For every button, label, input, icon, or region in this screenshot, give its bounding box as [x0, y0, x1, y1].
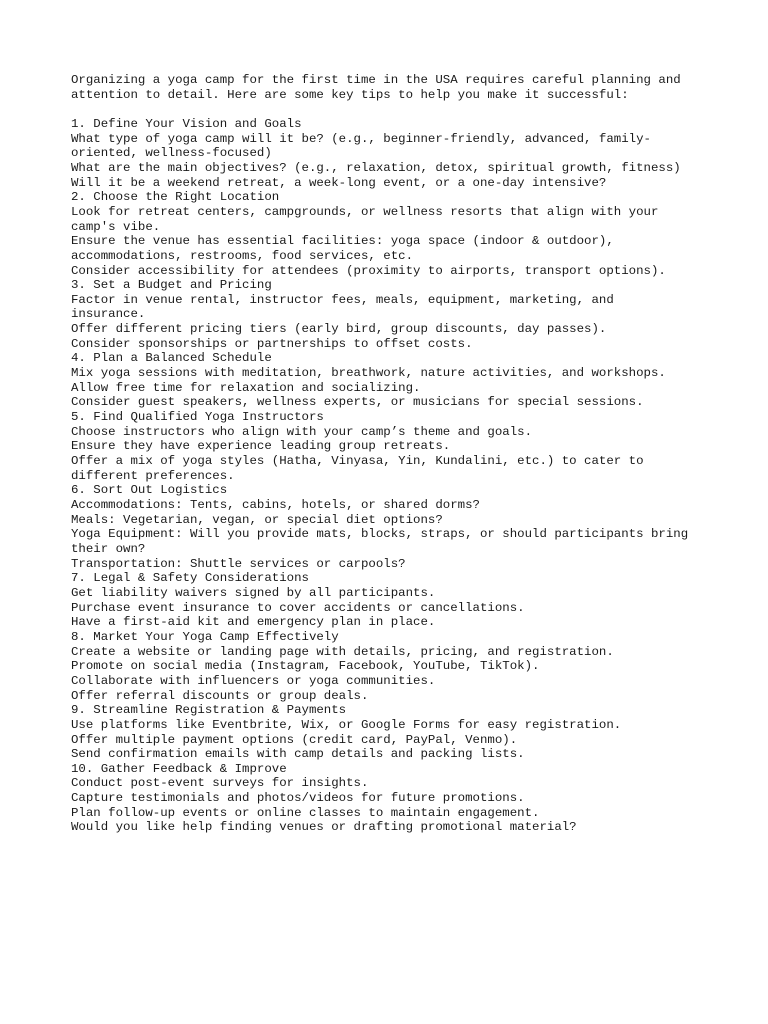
section-heading: 6. Sort Out Logistics	[71, 483, 228, 498]
section-heading: 7. Legal & Safety Considerations	[71, 571, 309, 586]
intro-line: Organizing a yoga camp for the first time in the USA requires careful planning and	[71, 73, 681, 87]
body-line: Factor in venue rental, instructor fees, meals, equipment, marketing, and	[71, 292, 614, 307]
body-line: different preferences.	[71, 468, 235, 483]
body-line: Get liability waivers signed by all participants.	[71, 585, 436, 600]
body-line: Have a first-aid kit and emergency plan in place.	[71, 615, 436, 630]
body-line: What type of yoga camp will it be? (e.g., beginner-friendly, advanced, family-	[71, 131, 651, 146]
section-heading: 9. Streamline Registration & Payments	[71, 703, 347, 718]
body-line: Purchase event insurance to cover accidents or cancellations.	[71, 600, 525, 615]
tips-body	[71, 117, 711, 835]
body-line: Capture testimonials and photos/videos for future promotions.	[71, 791, 525, 806]
closing-question: Would you like help finding venues or drafting promotional material?	[71, 820, 577, 835]
body-line: oriented, wellness-focused)	[71, 146, 272, 161]
body-line: camp's vibe.	[71, 219, 161, 234]
body-line: Offer a mix of yoga styles (Hatha, Vinyasa, Yin, Kundalini, etc.) to cater to	[71, 454, 644, 469]
body-line: Look for retreat centers, campgrounds, or wellness resorts that align with your	[71, 204, 659, 219]
body-line: Meals: Vegetarian, vegan, or special diet options?	[71, 512, 443, 527]
body-line: Will it be a weekend retreat, a week-long event, or a one-day intensive?	[71, 175, 607, 190]
body-line: Collaborate with influencers or yoga communities.	[71, 673, 436, 688]
body-line: Yoga Equipment: Will you provide mats, blocks, straps, or should participants bring	[71, 527, 689, 542]
document-page	[71, 73, 711, 835]
body-line: Consider guest speakers, wellness experts, or musicians for special sessions.	[71, 395, 644, 410]
section-heading: 2. Choose the Right Location	[71, 190, 280, 205]
body-line: Ensure they have experience leading group retreats.	[71, 439, 451, 454]
paragraph-gap	[71, 102, 711, 117]
section-heading: 8. Market Your Yoga Camp Effectively	[71, 629, 339, 644]
body-line: Plan follow-up events or online classes to maintain engagement.	[71, 805, 540, 820]
section-heading: 1. Define Your Vision and Goals	[71, 116, 302, 131]
body-line: Accommodations: Tents, cabins, hotels, or shared dorms?	[71, 498, 480, 513]
section-heading: 5. Find Qualified Yoga Instructors	[71, 410, 324, 425]
body-line: What are the main objectives? (e.g., relaxation, detox, spiritual growth, fitness)	[71, 160, 681, 175]
body-line: Mix yoga sessions with meditation, breathwork, nature activities, and workshops.	[71, 366, 666, 381]
body-line: accommodations, restrooms, food services, etc.	[71, 248, 414, 263]
body-line: Offer multiple payment options (credit card, PayPal, Venmo).	[71, 732, 518, 747]
intro-paragraph	[71, 73, 711, 102]
body-line: insurance.	[71, 307, 146, 322]
body-line: Consider sponsorships or partnerships to offset costs.	[71, 336, 473, 351]
intro-line: attention to detail. Here are some key tips to help you make it successful:	[71, 87, 629, 102]
body-line: Send confirmation emails with camp details and packing lists.	[71, 747, 525, 762]
body-line: Use platforms like Eventbrite, Wix, or Google Forms for easy registration.	[71, 717, 622, 732]
body-line: Transportation: Shuttle services or carpools?	[71, 556, 406, 571]
body-line: their own?	[71, 541, 146, 556]
body-line: Offer different pricing tiers (early bird, group discounts, day passes).	[71, 322, 607, 337]
body-line: Promote on social media (Instagram, Facebook, YouTube, TikTok).	[71, 659, 540, 674]
section-heading: 4. Plan a Balanced Schedule	[71, 351, 272, 366]
body-line: Allow free time for relaxation and socializing.	[71, 380, 421, 395]
body-line: Create a website or landing page with details, pricing, and registration.	[71, 644, 614, 659]
body-line: Consider accessibility for attendees (proximity to airports, transport options).	[71, 263, 666, 278]
section-heading: 10. Gather Feedback & Improve	[71, 761, 287, 776]
section-heading: 3. Set a Budget and Pricing	[71, 278, 272, 293]
body-line: Ensure the venue has essential facilities: yoga space (indoor & outdoor),	[71, 234, 614, 249]
body-line: Choose instructors who align with your camp’s theme and goals.	[71, 424, 533, 439]
body-line: Conduct post-event surveys for insights.	[71, 776, 369, 791]
body-line: Offer referral discounts or group deals.	[71, 688, 369, 703]
